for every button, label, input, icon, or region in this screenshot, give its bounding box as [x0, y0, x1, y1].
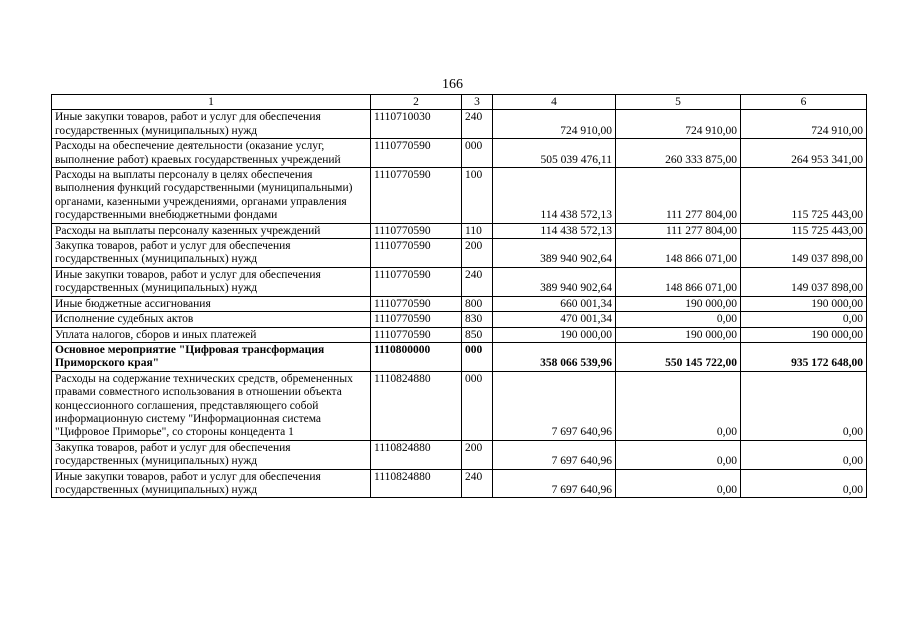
code-cell: 1110770590 — [371, 327, 462, 342]
table-row — [52, 296, 867, 311]
expense-name-cell: Расходы на выплаты персоналу в целях обеспечения выполнения функций государственными (муниципальными) органами, казенными учреждениями, органами управления государственными внебюджетными фондами — [52, 168, 371, 224]
value-col4-cell: 114 438 572,13 — [493, 168, 616, 224]
type-cell: 000 — [462, 139, 493, 168]
value-col5-cell: 148 866 071,00 — [616, 239, 741, 268]
value-col5-cell: 190 000,00 — [616, 327, 741, 342]
column-number: 5 — [616, 95, 741, 110]
type-cell: 100 — [462, 168, 493, 224]
table-row — [52, 440, 867, 469]
code-cell: 1110800000 — [371, 342, 462, 371]
budget-table — [51, 94, 867, 498]
code-cell: 1110770590 — [371, 267, 462, 296]
value-col5-cell: 148 866 071,00 — [616, 267, 741, 296]
type-cell: 830 — [462, 312, 493, 327]
type-cell: 240 — [462, 267, 493, 296]
value-col4-cell: 389 940 902,64 — [493, 239, 616, 268]
code-cell: 1110770590 — [371, 139, 462, 168]
table-row — [52, 327, 867, 342]
expense-name-cell: Исполнение судебных актов — [52, 312, 371, 327]
column-number: 2 — [371, 95, 462, 110]
code-cell: 1110824880 — [371, 371, 462, 440]
type-cell: 240 — [462, 110, 493, 139]
value-col5-cell: 190 000,00 — [616, 296, 741, 311]
value-col4-cell: 389 940 902,64 — [493, 267, 616, 296]
type-cell: 800 — [462, 296, 493, 311]
value-col4-cell: 358 066 539,96 — [493, 342, 616, 371]
type-cell: 000 — [462, 342, 493, 371]
value-col4-cell: 7 697 640,96 — [493, 440, 616, 469]
value-col5-cell: 111 277 804,00 — [616, 223, 741, 238]
value-col6-cell: 115 725 443,00 — [741, 168, 867, 224]
expense-name-cell: Закупка товаров, работ и услуг для обеспечения государственных (муниципальных) нужд — [52, 239, 371, 268]
expense-name-cell: Иные бюджетные ассигнования — [52, 296, 371, 311]
value-col6-cell: 0,00 — [741, 469, 867, 498]
value-col6-cell: 0,00 — [741, 440, 867, 469]
column-number: 6 — [741, 95, 867, 110]
code-cell: 1110770590 — [371, 296, 462, 311]
value-col6-cell: 149 037 898,00 — [741, 267, 867, 296]
column-number-row — [52, 95, 867, 110]
value-col4-cell: 7 697 640,96 — [493, 371, 616, 440]
code-cell: 1110770590 — [371, 239, 462, 268]
value-col6-cell: 935 172 648,00 — [741, 342, 867, 371]
value-col5-cell: 0,00 — [616, 312, 741, 327]
type-cell: 200 — [462, 440, 493, 469]
value-col5-cell: 550 145 722,00 — [616, 342, 741, 371]
value-col6-cell: 0,00 — [741, 312, 867, 327]
expense-name-cell: Расходы на обеспечение деятельности (оказание услуг, выполнение работ) краевых государственных учреждений — [52, 139, 371, 168]
value-col6-cell: 0,00 — [741, 371, 867, 440]
value-col4-cell: 724 910,00 — [493, 110, 616, 139]
type-cell: 200 — [462, 239, 493, 268]
column-number: 3 — [462, 95, 493, 110]
table-row — [52, 139, 867, 168]
value-col4-cell: 660 001,34 — [493, 296, 616, 311]
value-col5-cell: 0,00 — [616, 440, 741, 469]
code-cell: 1110710030 — [371, 110, 462, 139]
type-cell: 110 — [462, 223, 493, 238]
table-row — [52, 223, 867, 238]
value-col6-cell: 264 953 341,00 — [741, 139, 867, 168]
code-cell: 1110770590 — [371, 223, 462, 238]
expense-name-cell: Закупка товаров, работ и услуг для обеспечения государственных (муниципальных) нужд — [52, 440, 371, 469]
table-row — [52, 342, 867, 371]
value-col4-cell: 7 697 640,96 — [493, 469, 616, 498]
expense-name-cell: Иные закупки товаров, работ и услуг для обеспечения государственных (муниципальных) нужд — [52, 267, 371, 296]
column-number: 1 — [52, 95, 371, 110]
expense-name-cell: Основное мероприятие "Цифровая трансформация Приморского края" — [52, 342, 371, 371]
table-row — [52, 371, 867, 440]
budget-table-body — [52, 95, 867, 498]
page-number: 166 — [442, 77, 463, 92]
expense-name-cell: Иные закупки товаров, работ и услуг для обеспечения государственных (муниципальных) нужд — [52, 110, 371, 139]
type-cell: 850 — [462, 327, 493, 342]
value-col5-cell: 0,00 — [616, 469, 741, 498]
expense-name-cell: Расходы на выплаты персоналу казенных учреждений — [52, 223, 371, 238]
value-col4-cell: 114 438 572,13 — [493, 223, 616, 238]
value-col4-cell: 505 039 476,11 — [493, 139, 616, 168]
value-col6-cell: 190 000,00 — [741, 296, 867, 311]
table-row — [52, 267, 867, 296]
table-row — [52, 110, 867, 139]
table-row — [52, 239, 867, 268]
code-cell: 1110824880 — [371, 469, 462, 498]
value-col6-cell: 115 725 443,00 — [741, 223, 867, 238]
value-col5-cell: 724 910,00 — [616, 110, 741, 139]
code-cell: 1110770590 — [371, 312, 462, 327]
value-col6-cell: 149 037 898,00 — [741, 239, 867, 268]
table-row — [52, 469, 867, 498]
value-col4-cell: 190 000,00 — [493, 327, 616, 342]
value-col4-cell: 470 001,34 — [493, 312, 616, 327]
type-cell: 240 — [462, 469, 493, 498]
value-col6-cell: 724 910,00 — [741, 110, 867, 139]
expense-name-cell: Уплата налогов, сборов и иных платежей — [52, 327, 371, 342]
value-col5-cell: 111 277 804,00 — [616, 168, 741, 224]
code-cell: 1110770590 — [371, 168, 462, 224]
value-col6-cell: 190 000,00 — [741, 327, 867, 342]
type-cell: 000 — [462, 371, 493, 440]
expense-name-cell: Иные закупки товаров, работ и услуг для обеспечения государственных (муниципальных) нужд — [52, 469, 371, 498]
code-cell: 1110824880 — [371, 440, 462, 469]
table-row — [52, 168, 867, 224]
value-col5-cell: 260 333 875,00 — [616, 139, 741, 168]
table-row — [52, 312, 867, 327]
value-col5-cell: 0,00 — [616, 371, 741, 440]
expense-name-cell: Расходы на содержание технических средств, обремененных правами совместного использования в отношении объекта концессионного соглашения, представляющего собой информационную систему "Информационная система "Цифровое Приморье", со стороны концедента 1 — [52, 371, 371, 440]
column-number: 4 — [493, 95, 616, 110]
